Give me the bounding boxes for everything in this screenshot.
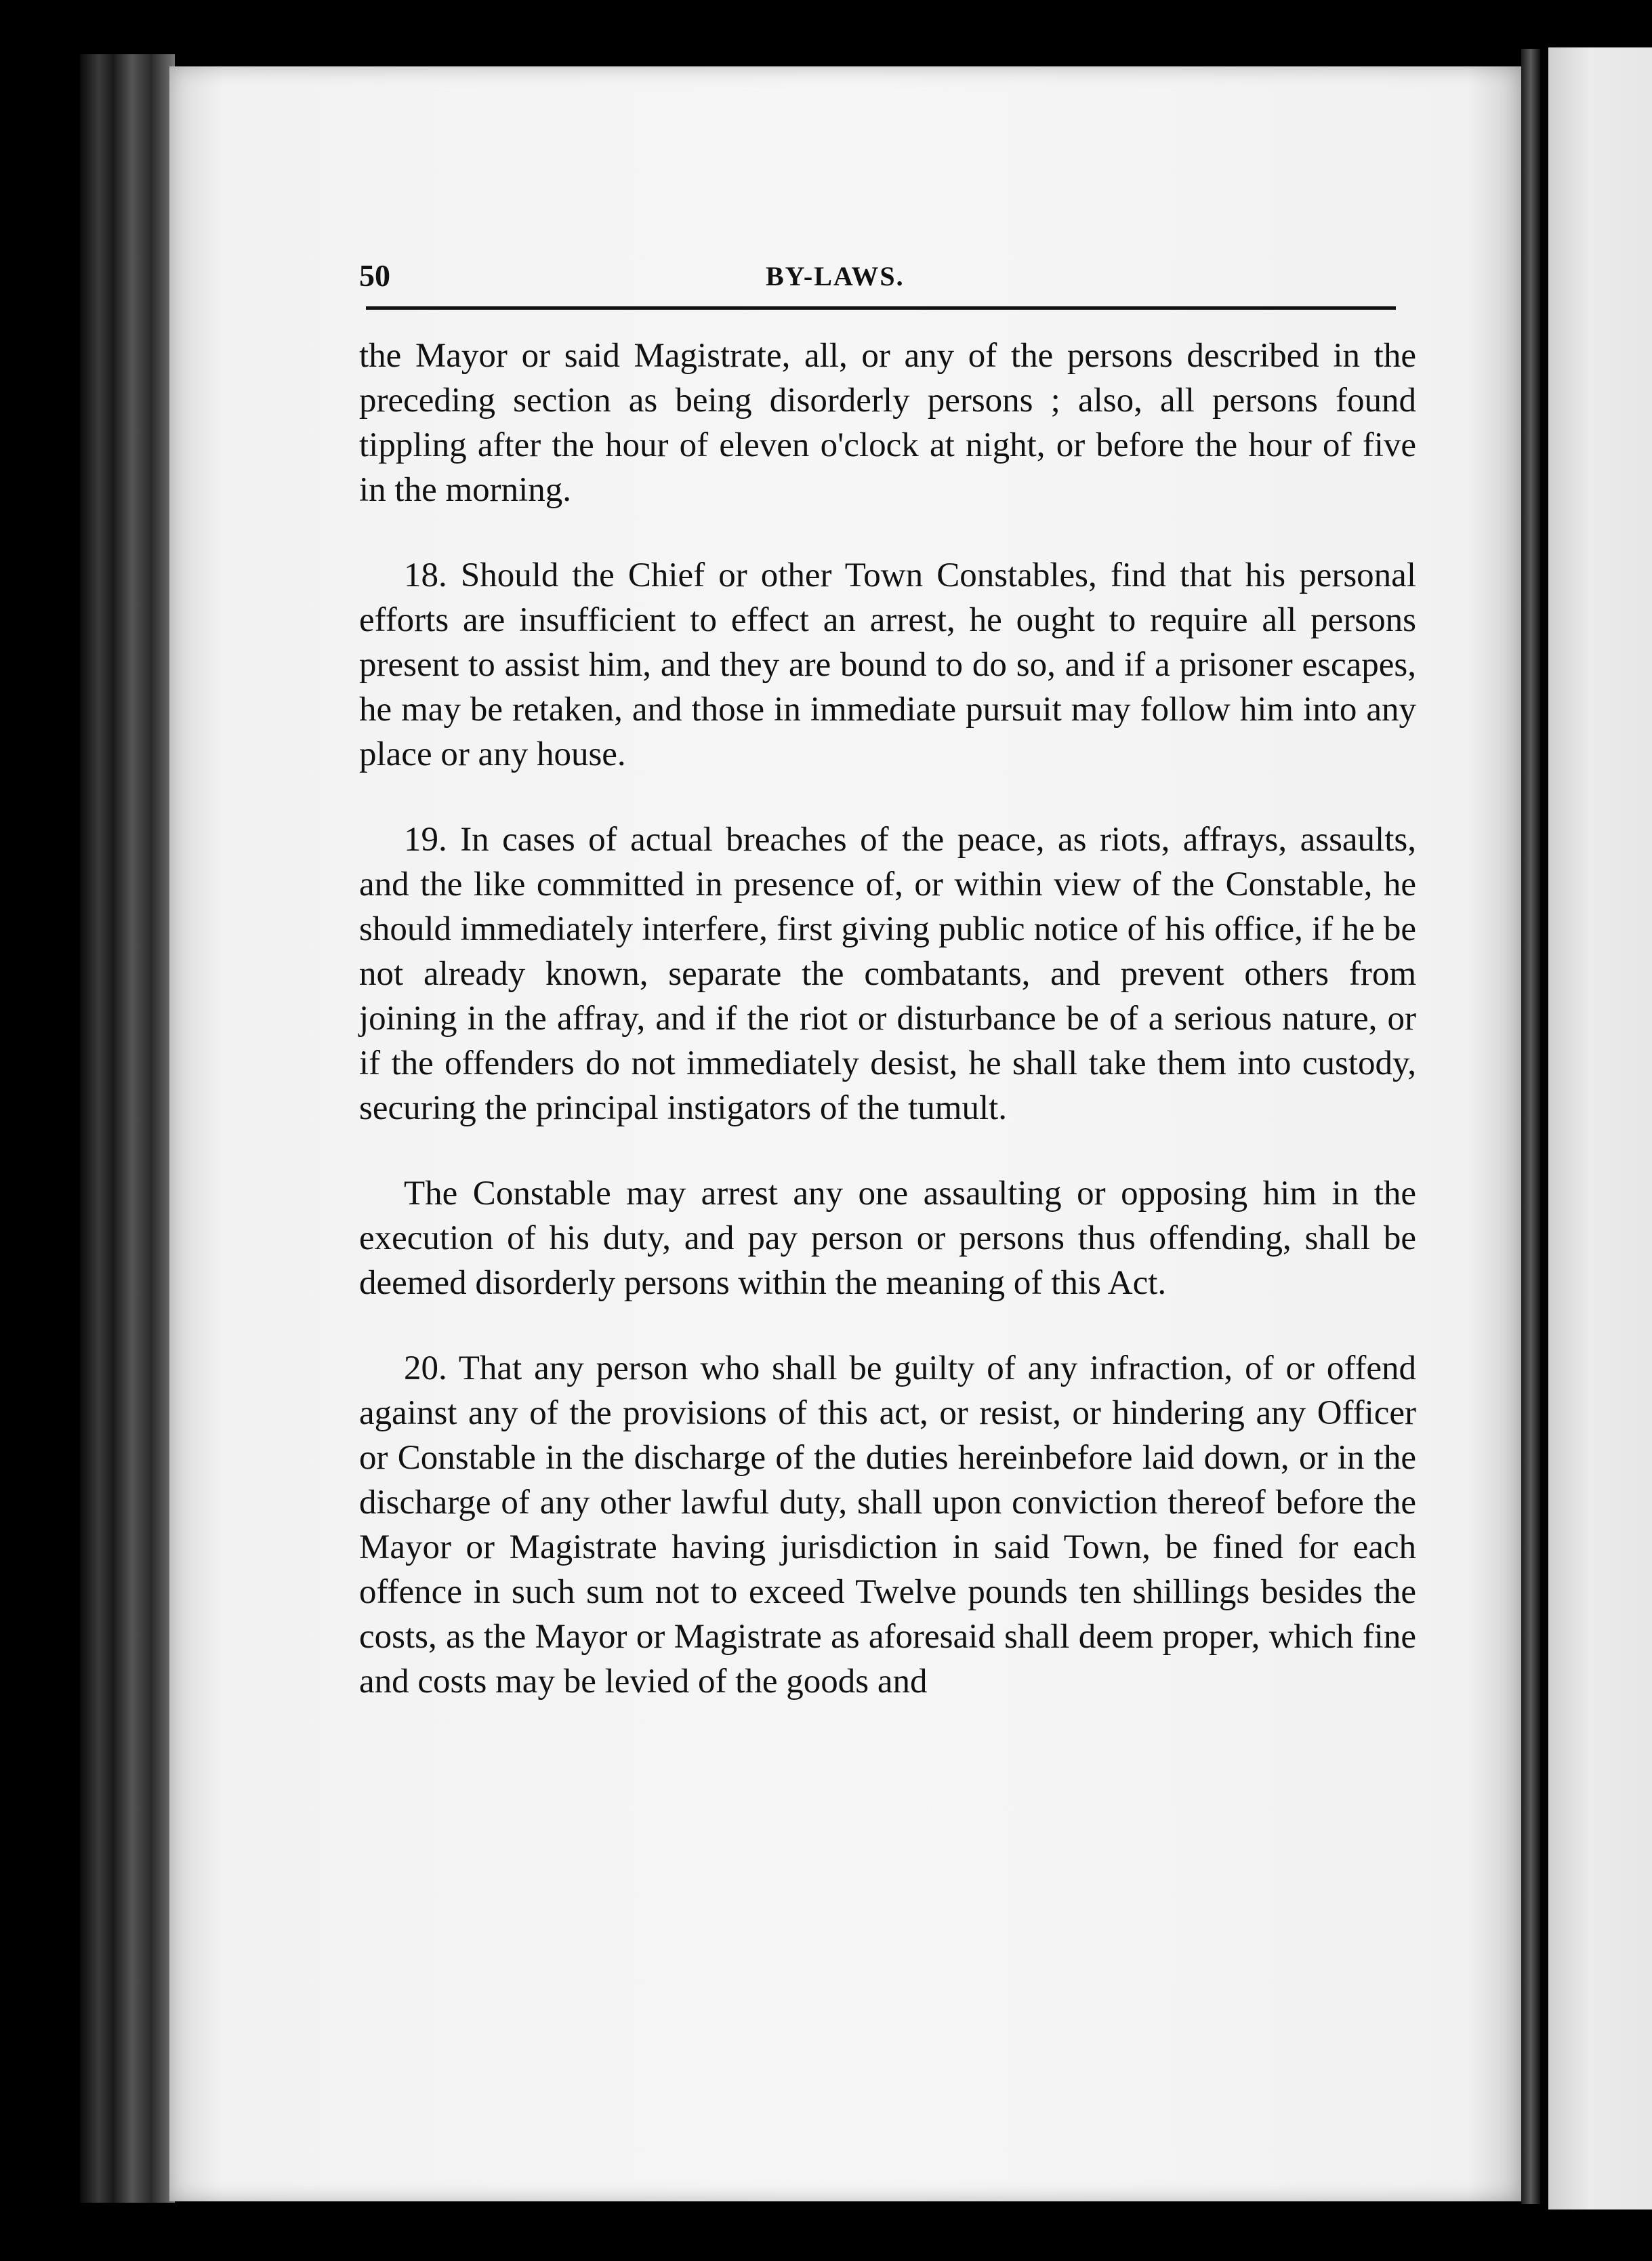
book-spine-edge: [80, 54, 175, 2203]
page-body: [359, 333, 1416, 1745]
header-rule: [366, 306, 1396, 310]
page-gutter-shadow: [1521, 49, 1540, 2204]
paragraph-continuation: the Mayor or said Magistrate, all, or any of the persons described in the preceding section as being disorderly persons ; also, all persons found tippling after the hour of eleven o'clock at night, or before the hour of five in the morning.: [359, 337, 1416, 509]
facing-page-edge: [1548, 47, 1652, 2209]
paragraph-constable-arrest: The Constable may arrest any one assaulting or opposing him in the execution of his duty, and pay person or persons thus offending, shall be deemed disorderly persons within the meaning of this Act.: [359, 1175, 1416, 1302]
page-header: [359, 258, 1396, 298]
paragraph-section-20: 20. That any person who shall be guilty of any infraction, of or offend against any of the provisions of this act, or resist, or hindering any Officer or Constable in the discharge of the duties hereinbefore laid down, or in the discharge of any other lawful duty, shall upon conviction thereof before the Mayor or Magistrate having jurisdiction in said Town, be fined for each offence in such sum not to exceed Twelve pounds ten shillings besides the costs, as the Mayor or Magistrate as aforesaid shall deem proper, which fine and costs may be levied of the goods and: [359, 1349, 1416, 1700]
paragraph-section-18: 18. Should the Chief or other Town Constables, find that his personal efforts are insufficient to effect an arrest, he ought to require all persons present to assist him, and they are bound to do so, and if a prisoner escapes, he may be retaken, and those in immediate pursuit may follow him into any place or any house.: [359, 556, 1416, 773]
paragraph-section-19: 19. In cases of actual breaches of the peace, as riots, affrays, assaults, and the like committed in presence of, or within view of the Constable, he should immediately interfere, first giving public notice of his office, if he be not already known, separate the combatants, and prevent others from joining in the affray, and if the riot or disturbance be of a serious nature, or if the offenders do not immediately desist, he shall take them into custody, securing the principal instigators of the tumult.: [359, 821, 1416, 1127]
page-number: 50: [359, 258, 390, 293]
running-head: BY-LAWS.: [766, 261, 905, 291]
